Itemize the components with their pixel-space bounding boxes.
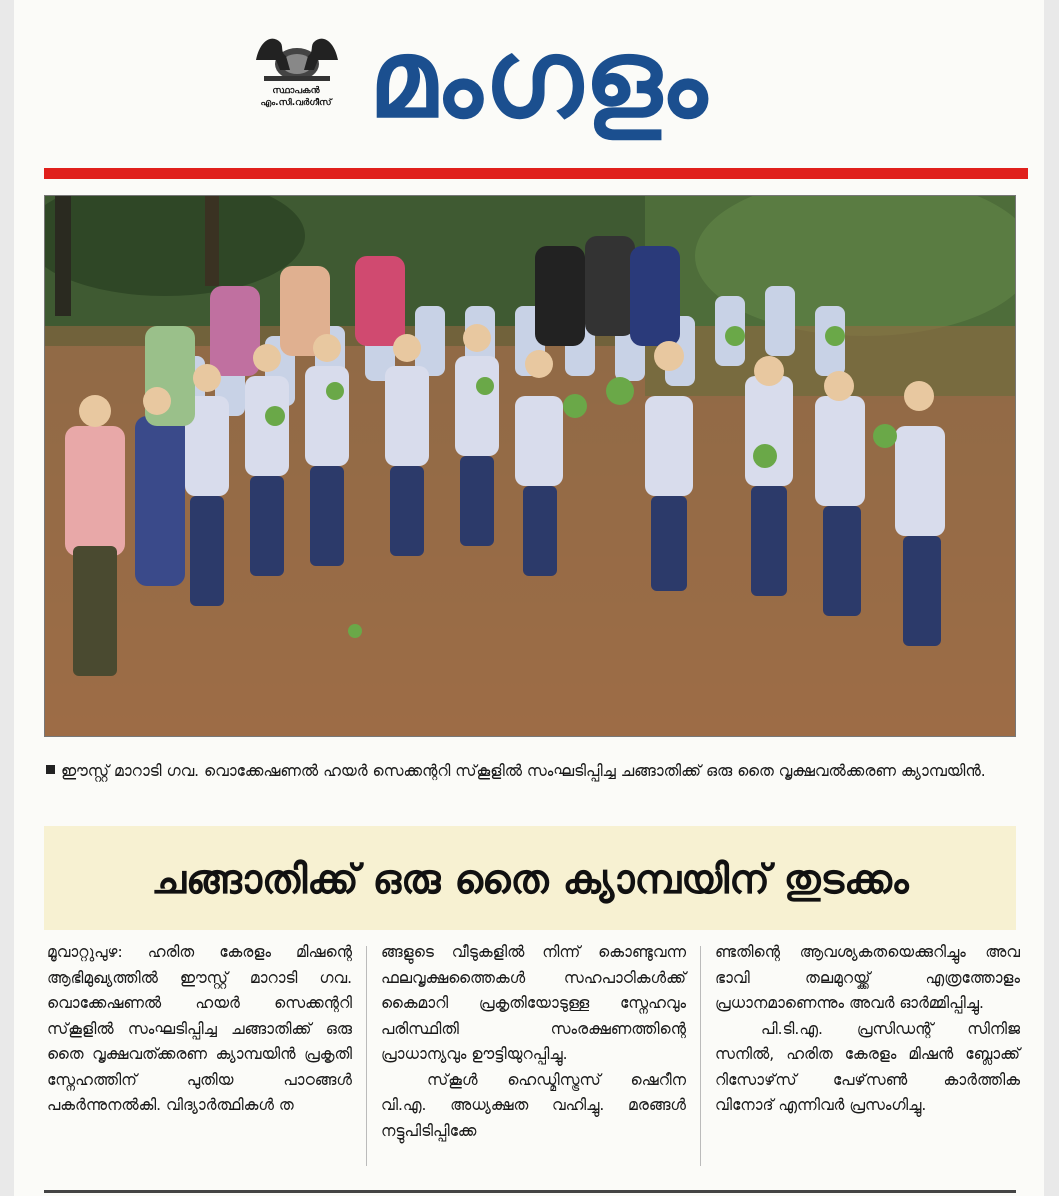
article-column-2 <box>381 940 686 1144</box>
article-headline: ചങ്ങാതിക്ക് ഒരു തൈ ക്യാമ്പയിന് തുടക്കം <box>151 857 909 903</box>
bottom-rule <box>44 1190 1016 1193</box>
caption-bullet-icon <box>46 765 55 774</box>
article-paragraph: മൂവാറ്റുപുഴ: ഹരിത കേരളം മിഷന്റെ ആഭിമുഖ്യത്തിൽ ഈസ്റ്റ് മാറാടി ഗവ. വൊക്കേഷണൽ ഹയർ സെക്കന്ററി സ്‌കൂളിൽ സംഘടിപ്പിച്ച ചങ്ങാതിക്ക് ഒരു തൈ വൃക്ഷവത്ക്കരണ ക്യാമ്പയിൻ പ്രകൃതി സ്നേഹത്തിന് പുതിയ പാഠങ്ങൾ പകർന്നുനൽകി. വിദ്യാർത്ഥികൾ ത <box>47 943 352 1114</box>
article-paragraph: സ്‌കൂൾ ഹെഡ്മിസ്ട്രസ് ഷെറീന വി.എ. അധ്യക്ഷത വഹിച്ചു. മരങ്ങൾ നട്ടുപിടിപ്പിക്കേ <box>381 1070 686 1140</box>
column-divider <box>366 946 367 1166</box>
caption-text: ഈസ്റ്റ് മാറാടി ഗവ. വൊക്കേഷണൽ ഹയർ സെക്കന്ററി സ്‌കൂളിൽ സംഘടിപ്പിച്ച ചങ്ങാതിക്ക് ഒരു തൈ വൃക്ഷവൽക്കരണ ക്യാമ്പയിൻ. <box>61 762 986 780</box>
article-paragraph: പി.ടി.എ. പ്രസിഡന്റ് സിനിജ സനിൽ, ഹരിത കേരളം മിഷൻ ബ്ലോക്ക് റിസോഴ്‌സ് പേഴ്‌സൺ കാർത്തിക വിനോദ് എന്നിവർ പ്രസംഗിച്ചു. <box>715 1019 1020 1114</box>
masthead <box>14 0 1044 165</box>
red-header-rule <box>44 168 1028 179</box>
founder-name: എം.സി.വർഗീസ് <box>260 98 332 108</box>
article-column-1 <box>47 940 352 1119</box>
newspaper-title: മംഗളം <box>369 17 709 142</box>
article-column-3 <box>715 940 1020 1119</box>
column-divider <box>700 946 701 1166</box>
photo-caption <box>46 758 1022 785</box>
article-paragraph: ങ്ങളുടെ വീടുകളിൽ നിന്ന് കൊണ്ടുവന്ന ഫലവൃക്ഷത്തൈകൾ സഹപാഠികൾക്ക് കൈമാറി പ്രകൃതിയോടുള്ള സ്നേഹവും പരിസ്ഥിതി സംരക്ഷണത്തിന്റെ പ്രാധാന്യവും ഊട്ടിയുറപ്പിച്ചു. <box>381 943 686 1063</box>
founder-label: സ്ഥാപകൻ <box>272 86 320 96</box>
headline-box <box>44 826 1016 930</box>
horse-emblem-icon <box>250 26 344 86</box>
group-photo <box>44 195 1016 737</box>
group-photo-students-saplings-icon <box>45 196 1015 736</box>
article-paragraph: ണ്ടതിന്റെ ആവശ്യകതയെക്കുറിച്ചും അവ ഭാവി തലമുറയ്ക്ക് എത്രത്തോളം പ്രധാനമാണെന്നും അവർ ഓർമ്മിപ്പിച്ചു. <box>715 943 1020 1012</box>
newspaper-page <box>14 0 1044 1196</box>
